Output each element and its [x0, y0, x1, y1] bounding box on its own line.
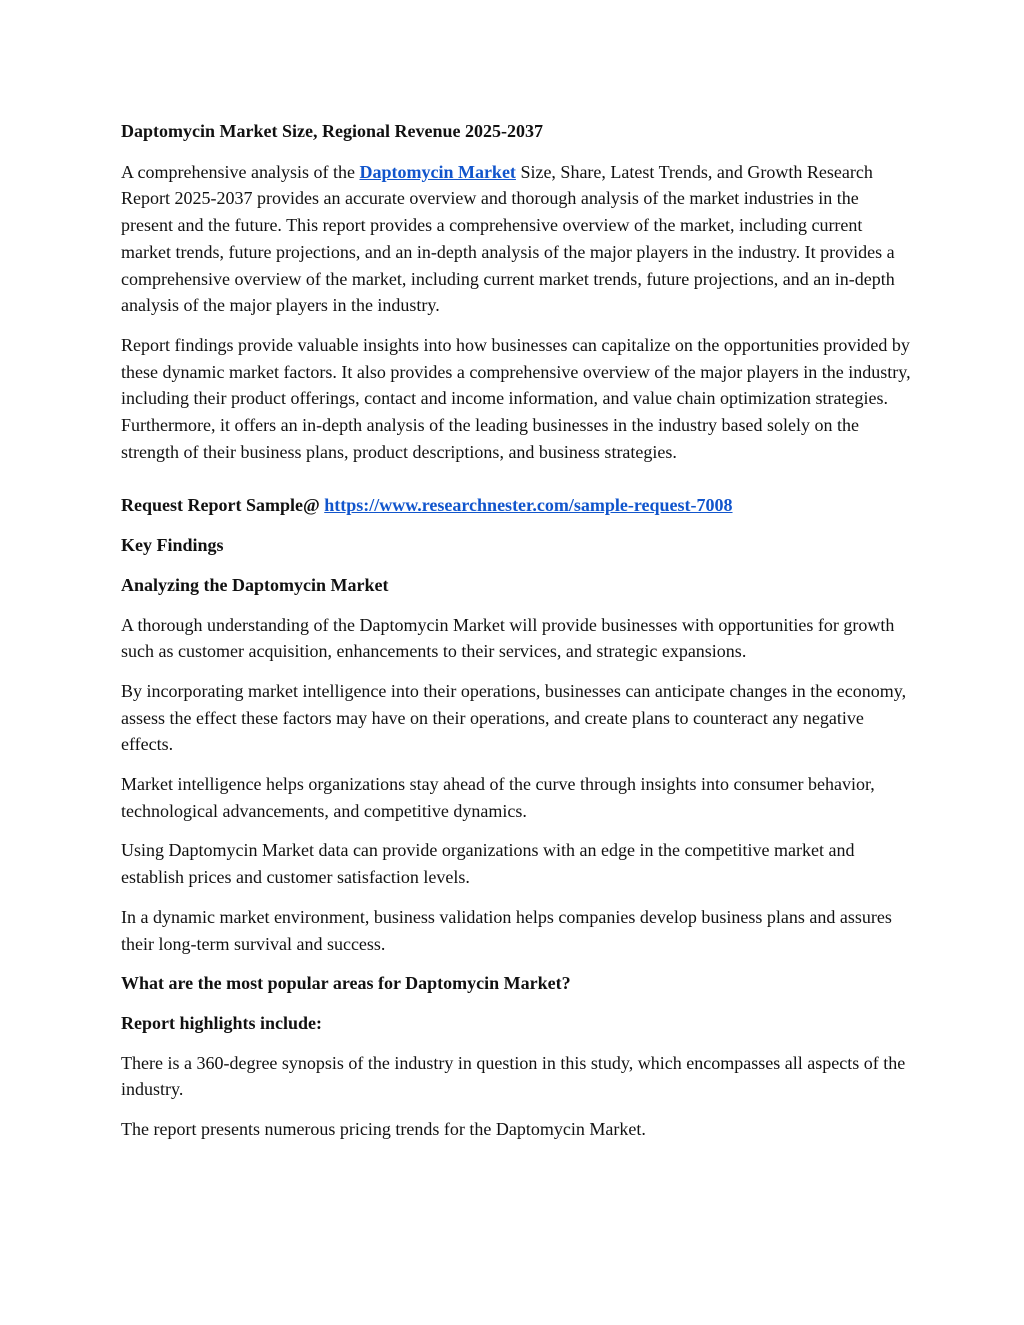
intro-paragraph: [121, 159, 911, 319]
intro-text-before: A comprehensive analysis of the: [121, 161, 360, 182]
request-sample-label: Request Report Sample@: [121, 495, 325, 516]
body-paragraph: Using Daptomycin Market data can provide organizations with an edge in the competitive market and establish prices and customer satisfaction levels.: [121, 840, 855, 888]
body-paragraph: In a dynamic market environment, business validation helps companies develop business plans and assures their long-term survival and success.: [121, 906, 892, 954]
intro-text-after: Size, Share, Latest Trends, and Growth Research Report 2025-2037 provides an accurate overview and thorough analysis of the market industries in the present and the future. This report provides a comprehensive overview of the market, including current market trends, future projections, and an in-depth analysis of the major players in the industry. It provides a comprehensive overview of the market, including current market trends, future projections, and an in-depth analysis of the major players in the industry.: [121, 161, 895, 316]
findings-paragraph: Report findings provide valuable insights into how businesses can capitalize on the opportunities provided by these dynamic market factors. It also provides a comprehensive overview of the major players in the industry, including their product offerings, contact and income information, and value chain optimization strategies. Furthermore, it offers an in-depth analysis of the leading businesses in the industry based solely on the strength of their business plans, product descriptions, and business strategies.: [121, 334, 911, 462]
document-page: [121, 118, 911, 1156]
document-title: Daptomycin Market Size, Regional Revenue 2025-2037: [121, 121, 543, 141]
popular-areas-heading: What are the most popular areas for Daptomycin Market?: [121, 973, 571, 994]
body-paragraph: A thorough understanding of the Daptomycin Market will provide businesses with opportunities for growth such as customer acquisition, enhancements to their services, and strategic expansions.: [121, 614, 895, 662]
request-sample-line: [121, 492, 911, 519]
analyzing-heading: Analyzing the Daptomycin Market: [121, 574, 389, 595]
body-paragraph: By incorporating market intelligence into their operations, businesses can anticipate changes in the economy, assess the effect these factors may have on their operations, and create plans to counteract any negative effects.: [121, 680, 907, 755]
body-paragraph: Market intelligence helps organizations stay ahead of the curve through insights into consumer behavior, technological advancements, and competitive dynamics.: [121, 774, 875, 821]
highlight-paragraph: There is a 360-degree synopsis of the industry in question in this study, which encompasses all aspects of the industry.: [121, 1052, 906, 1100]
report-highlights-heading: Report highlights include:: [121, 1012, 323, 1033]
key-findings-heading: Key Findings: [121, 535, 224, 556]
highlight-paragraph: The report presents numerous pricing trends for the Daptomycin Market.: [121, 1119, 646, 1140]
sample-request-link[interactable]: https://www.researchnester.com/sample-request-7008: [324, 495, 733, 516]
daptomycin-market-link[interactable]: Daptomycin Market: [359, 161, 516, 182]
